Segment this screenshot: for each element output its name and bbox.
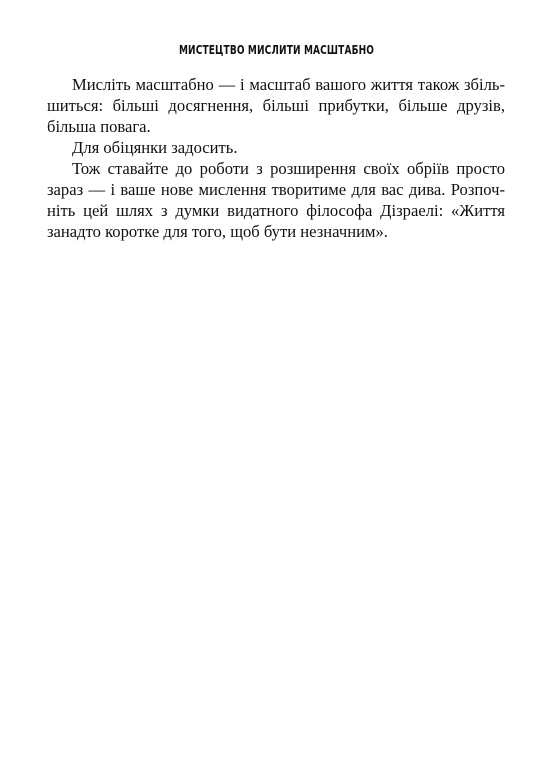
text-line: Тож ставайте до роботи з розширення своїх обріїв просто	[72, 159, 505, 178]
text-line: Для обіцянки задосить.	[72, 138, 238, 157]
text-line: зараз — і ваше нове мислення творитиме для вас дива. Розпоч-	[47, 180, 505, 199]
text-line: ніть цей шлях з думки видатного філософа Дізраелі: «Життя	[47, 201, 505, 220]
text-line: шиться: більші досягнення, більші прибутки, більше друзів,	[47, 96, 505, 115]
paragraph	[47, 158, 505, 242]
text-line: більша повага.	[47, 117, 151, 136]
paragraph	[47, 137, 505, 158]
body-text	[47, 74, 505, 242]
text-line: занадто коротке для того, щоб бути незначним».	[47, 222, 388, 241]
text-line: Мисліть масштабно — і масштаб вашого життя також збіль-	[72, 75, 505, 94]
paragraph	[47, 74, 505, 137]
running-header: МИСТЕЦТВО МИСЛИТИ МАСШТАБНО	[178, 42, 375, 57]
